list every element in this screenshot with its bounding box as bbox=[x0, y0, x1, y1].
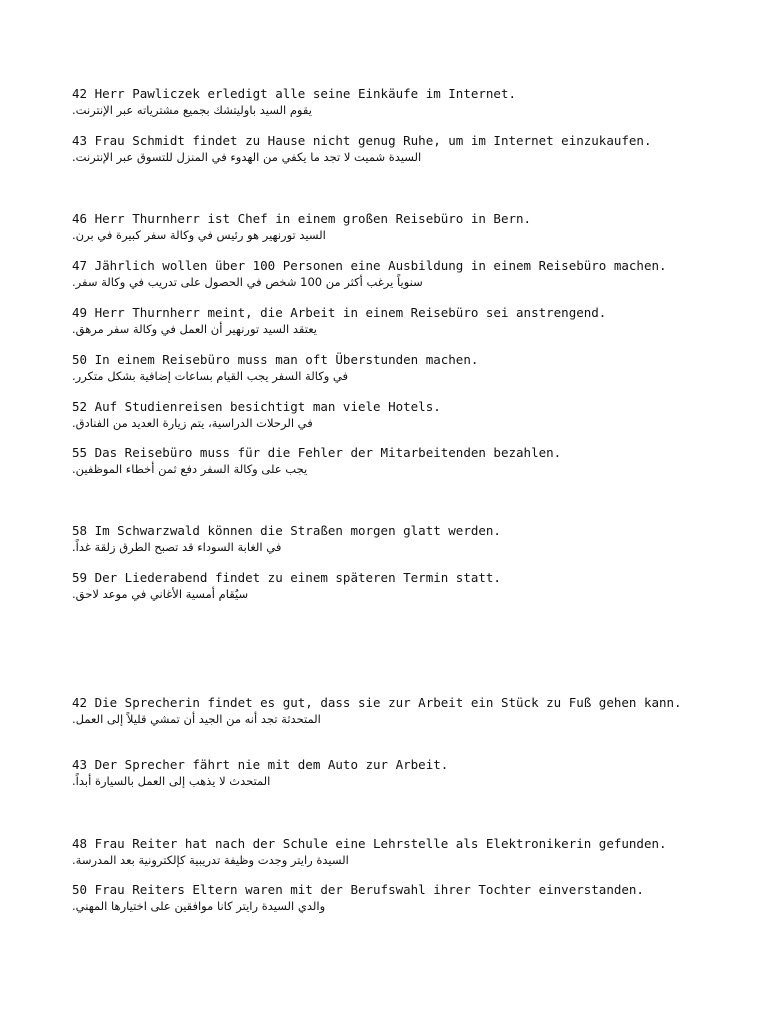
arabic-translation: في الغابة السوداء قد تصبح الطرق زلقة غداً. bbox=[72, 540, 282, 554]
statement-entry bbox=[72, 757, 692, 789]
german-statement: 55 Das Reisebüro muss für die Fehler der Mitarbeitenden bezahlen. bbox=[72, 445, 562, 460]
statement-entry bbox=[72, 258, 692, 290]
german-statement: 46 Herr Thurnherr ist Chef in einem großen Reisebüro in Bern. bbox=[72, 211, 532, 226]
statement-entry bbox=[72, 305, 692, 337]
statement-entry bbox=[72, 399, 692, 431]
german-statement: 42 Herr Pawliczek erledigt alle seine Einkäufe im Internet. bbox=[72, 86, 517, 101]
german-statement: 43 Frau Schmidt findet zu Hause nicht genug Ruhe, um im Internet einzukaufen. bbox=[72, 133, 652, 148]
german-statement: 42 Die Sprecherin findet es gut, dass sie zur Arbeit ein Stück zu Fuß gehen kann. bbox=[72, 695, 682, 710]
statement-entry bbox=[72, 882, 692, 914]
arabic-translation: والدي السيدة رايتر كانا موافقين على اختيارها المهني. bbox=[72, 899, 326, 913]
statement-entry bbox=[72, 695, 692, 727]
arabic-translation: السيدة شميت لا تجد ما يكفي من الهدوء في المنزل للتسوق عبر الإنترنت. bbox=[72, 150, 422, 164]
arabic-translation: يقوم السيد باوليتشك بجميع مشترياته عبر الإنترنت. bbox=[72, 103, 312, 117]
statement-entry bbox=[72, 836, 692, 868]
arabic-translation: في وكالة السفر يجب القيام بساعات إضافية بشكل متكرر. bbox=[72, 369, 348, 383]
arabic-translation: سيُقام أمسية الأغاني في موعد لاحق. bbox=[72, 587, 249, 601]
german-statement: 48 Frau Reiter hat nach der Schule eine Lehrstelle als Elektronikerin gefunden. bbox=[72, 836, 667, 851]
german-statement: 59 Der Liederabend findet zu einem späteren Termin statt. bbox=[72, 570, 501, 585]
statement-entry bbox=[72, 445, 692, 477]
statement-entry bbox=[72, 86, 692, 118]
statement-entry bbox=[72, 133, 692, 165]
german-statement: 43 Der Sprecher fährt nie mit dem Auto zur Arbeit. bbox=[72, 757, 449, 772]
german-statement: 58 Im Schwarzwald können die Straßen morgen glatt werden. bbox=[72, 523, 501, 538]
statement-entry bbox=[72, 523, 692, 555]
german-statement: 50 In einem Reisebüro muss man oft Überstunden machen. bbox=[72, 352, 479, 367]
german-statement: 47 Jährlich wollen über 100 Personen eine Ausbildung in einem Reisebüro machen. bbox=[72, 258, 667, 273]
arabic-translation: يعتقد السيد تورنهير أن العمل في وكالة سفر مرهق. bbox=[72, 322, 317, 336]
arabic-translation: يجب على وكالة السفر دفع ثمن أخطاء الموظفين. bbox=[72, 462, 308, 476]
statement-entry bbox=[72, 352, 692, 384]
arabic-translation: سنوياً يرغب أكثر من 100 شخص في الحصول على تدريب في وكالة سفر. bbox=[72, 275, 423, 289]
german-statement: 52 Auf Studienreisen besichtigt man viele Hotels. bbox=[72, 399, 441, 414]
german-statement: 50 Frau Reiters Eltern waren mit der Berufswahl ihrer Tochter einverstanden. bbox=[72, 882, 644, 897]
arabic-translation: السيد تورنهير هو رئيس في وكالة سفر كبيرة في برن. bbox=[72, 228, 326, 242]
arabic-translation: السيدة رايتر وجدت وظيفة تدريبية كإلكترونية بعد المدرسة. bbox=[72, 853, 349, 867]
german-statement: 49 Herr Thurnherr meint, die Arbeit in einem Reisebüro sei anstrengend. bbox=[72, 305, 607, 320]
arabic-translation: المتحدث لا يذهب إلى العمل بالسيارة أبداً. bbox=[72, 774, 271, 788]
statement-entry bbox=[72, 570, 692, 602]
arabic-translation: في الرحلات الدراسية، يتم زيارة العديد من الفنادق. bbox=[72, 416, 313, 430]
arabic-translation: المتحدثة تجد أنه من الجيد أن تمشي قليلاً إلى العمل. bbox=[72, 712, 321, 726]
statement-entry bbox=[72, 211, 692, 243]
